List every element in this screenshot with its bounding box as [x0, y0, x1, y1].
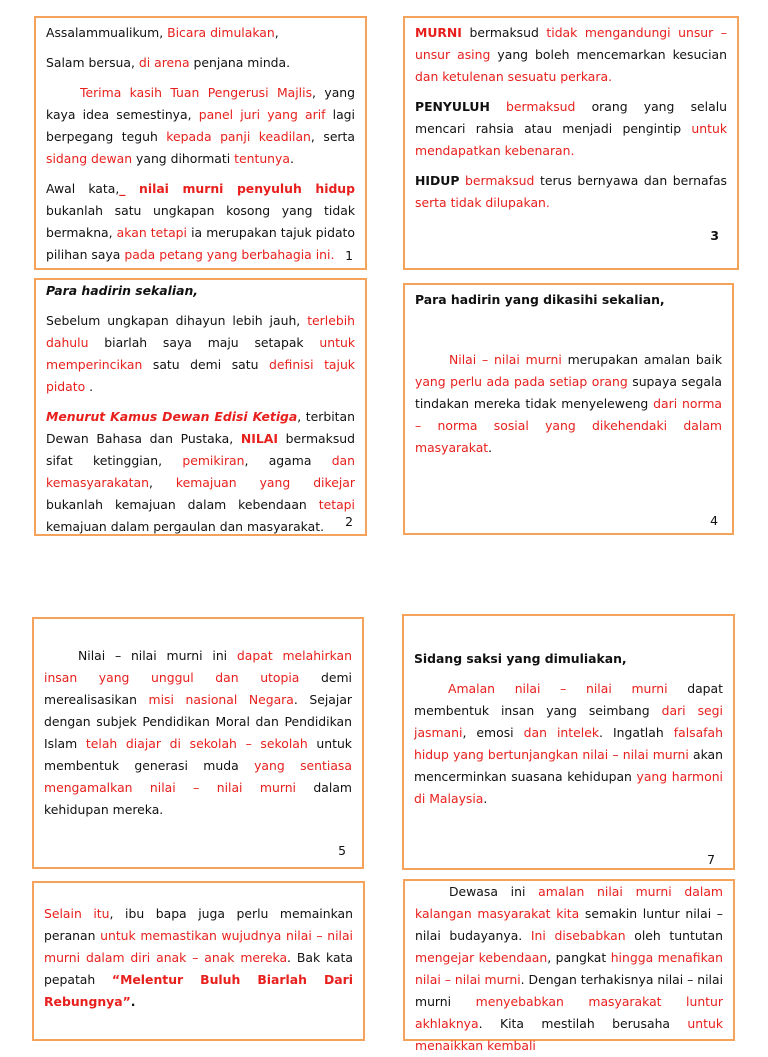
text: yang boleh mencemarkan kesucian	[490, 47, 727, 62]
highlight-text: dapat melahirkan insan yang unggul dan utopia	[44, 648, 352, 685]
proverb-text: “Melentur Buluh Biarlah Dari Rebungnya”	[44, 972, 353, 1009]
highlight-text: untuk menaikkan kembali	[415, 1016, 723, 1053]
highlight-text: telah diajar di sekolah – sekolah	[85, 736, 308, 751]
text: semakin luntur nilai – nilai budayanya.	[415, 906, 723, 943]
highlight-text: terlebih dahulu	[46, 313, 355, 350]
card-page-4	[403, 283, 734, 535]
text: supaya segala tindakan mereka tidak menyeleweng	[415, 374, 722, 411]
text: demi merealisasikan	[44, 670, 352, 707]
text: akan mencerminkan suasana kehidupan	[414, 747, 723, 784]
highlight-text: dari segi jasmani	[414, 703, 723, 740]
highlight-text: Selain itu	[44, 906, 110, 921]
text: bermaksud sifat ketinggian,	[46, 431, 355, 468]
page-number: 7	[707, 852, 715, 867]
text: , ibu bapa juga perlu memainkan peranan	[44, 906, 353, 943]
nilai-murni-ini-paragraph	[44, 645, 352, 821]
text: , pangkat	[547, 950, 611, 965]
text: Sebelum ungkapan dihayun lebih jauh,	[46, 313, 308, 328]
text: .	[483, 791, 488, 806]
text: Nilai – nilai murni ini	[78, 648, 237, 663]
highlight-text: hingga menafikan nilai – nilai murni	[415, 950, 723, 987]
selain-itu-paragraph	[44, 903, 353, 1013]
card-page-2	[34, 278, 367, 536]
amalan-paragraph	[414, 678, 723, 810]
text: Assalammualikum,	[46, 25, 168, 40]
salutation-heading: Para hadirin yang dikasihi sekalian,	[415, 292, 665, 307]
definition-intro-paragraph	[46, 310, 355, 398]
text: .	[488, 440, 493, 455]
text: ia merupakan tajuk pidato pilihan saya	[46, 225, 355, 262]
card-page-1	[34, 16, 367, 270]
text: bukanlah satu ungkapan kosong yang tidak bermakna,	[46, 203, 355, 240]
page-number: 4	[710, 513, 718, 528]
highlight-text: pada petang yang berbahagia ini.	[124, 247, 335, 262]
card-page-3	[403, 16, 739, 270]
nilai-murni-paragraph	[415, 349, 722, 459]
salutation-heading: Para hadirin sekalian,	[46, 283, 198, 298]
intro-paragraph	[46, 178, 355, 266]
text: , serta	[310, 129, 355, 144]
highlight-text: falsafah hidup yang bertunjangkan nilai – nilai murni	[414, 725, 723, 762]
highlight-text: tetapi	[318, 497, 355, 512]
highlight-text: Menurut Kamus Dewan Edisi Ketiga	[46, 409, 298, 424]
text: oleh tuntutan	[625, 928, 723, 943]
highlight-text: mengejar kebendaan	[415, 950, 548, 965]
nilai-definition-paragraph	[46, 406, 355, 538]
highlight-text: tentunya	[234, 151, 290, 166]
text: lagi berpegang teguh	[46, 107, 355, 144]
page-number: 5	[338, 843, 346, 858]
highlight-text: serta tidak dilupakan.	[415, 195, 550, 210]
text: .	[85, 379, 94, 394]
text: Dewasa ini	[449, 884, 539, 899]
topic-title: _ nilai murni penyuluh hidup	[119, 181, 355, 196]
card-page-8	[403, 879, 735, 1053]
keyword: PENYULUH	[415, 99, 490, 114]
text: . Dengan terhakisnya nilai – nilai murni	[415, 972, 724, 1009]
text: dalam kehidupan mereka.	[44, 780, 352, 817]
highlight-text: menyebabkan masyarakat luntur akhlaknya	[415, 994, 723, 1031]
salam-paragraph	[46, 52, 355, 74]
text: . Kita mestilah berusaha	[478, 1016, 688, 1031]
text: Salam bersua,	[46, 55, 139, 70]
highlight-text: bermaksud	[459, 173, 535, 188]
highlight-text: dari norma – norma sosial yang dikehendaki dalam masyarakat	[415, 396, 722, 455]
text: untuk membentuk generasi muda	[44, 736, 352, 773]
card-page-5	[32, 617, 364, 869]
text: , agama	[244, 453, 332, 468]
card-page-6	[32, 881, 365, 1041]
highlight-text: akan tetapi	[116, 225, 187, 240]
text: satu demi satu	[142, 357, 270, 372]
text: . Ingatlah	[599, 725, 674, 740]
text: kemajuan dalam pergaulan dan masyarakat.	[46, 519, 325, 534]
text: penjana minda.	[189, 55, 291, 70]
highlight-text: Amalan nilai – nilai murni	[448, 681, 668, 696]
highlight-text: untuk memastikan wujudnya nilai – nilai murni dalam diri anak – anak mereka	[44, 928, 353, 965]
keyword: NILAI	[240, 431, 278, 446]
highlight-text: misi nasional Negara	[148, 692, 294, 707]
highlight-text: kemajuan yang dikejar	[175, 475, 355, 490]
text: dapat membentuk insan yang seimbang	[414, 681, 723, 718]
card-page-7	[402, 614, 735, 870]
highlight-text: dan intelek	[523, 725, 600, 740]
text: bukanlah kemajuan dalam kebendaan	[46, 497, 319, 512]
text: biarlah saya maju setapak	[88, 335, 320, 350]
highlight-text: di arena	[138, 55, 190, 70]
text: ,	[148, 475, 176, 490]
text: orang yang selalu mencari rahsia atau menjadi pengintip	[415, 99, 727, 136]
highlight-text: Ini disebabkan	[530, 928, 626, 943]
highlight-text: untuk memperincikan	[46, 335, 355, 372]
text: bermaksud	[461, 25, 547, 40]
text: terus bernyawa dan bernafas	[534, 173, 727, 188]
highlight-text: untuk mendapatkan kebenaran.	[415, 121, 727, 158]
penyuluh-definition	[415, 96, 727, 162]
highlight-text: Terima kasih Tuan Pengerusi Majlis	[80, 85, 313, 100]
highlight-text: bermaksud	[489, 99, 576, 114]
salutation-heading: Sidang saksi yang dimuliakan,	[414, 651, 627, 666]
highlight-text: pemikiran	[182, 453, 245, 468]
text: , emosi	[462, 725, 524, 740]
keyword: MURNI	[415, 25, 462, 40]
hidup-definition	[415, 170, 727, 214]
text: yang dihormati	[132, 151, 235, 166]
highlight-text: kepada panji keadilan	[166, 129, 311, 144]
text: . Bak kata pepatah	[44, 950, 353, 987]
thanks-paragraph	[46, 82, 355, 170]
highlight-text: Nilai – nilai murni	[449, 352, 562, 367]
highlight-text: sidang dewan	[46, 151, 133, 166]
highlight-text: yang harmoni di Malaysia	[414, 769, 723, 806]
highlight-text: Bicara dimulakan	[167, 25, 275, 40]
text: .	[130, 994, 136, 1009]
keyword: HIDUP	[415, 173, 460, 188]
highlight-text: tidak mengandungi unsur – unsur asing	[415, 25, 727, 62]
highlight-text: panel juri yang arif	[198, 107, 326, 122]
page-number: 3	[710, 228, 719, 243]
highlight-text: dan kemasyarakatan	[46, 453, 355, 490]
page-number: 2	[345, 514, 353, 529]
highlight-text: yang sentiasa mengamalkan nilai – nilai murni	[44, 758, 352, 795]
text: merupakan amalan baik	[561, 352, 722, 367]
greeting-paragraph	[46, 22, 355, 44]
highlight-text: dan ketulenan sesuatu perkara.	[415, 69, 613, 84]
highlight-text: amalan nilai murni dalam kalangan masyarakat kita	[415, 884, 723, 921]
highlight-text: definisi tajuk pidato	[46, 357, 355, 394]
text: ,	[274, 25, 279, 40]
dewasa-ini-paragraph	[415, 881, 723, 1057]
text: , yang kaya idea semestinya,	[46, 85, 355, 122]
text: , terbitan Dewan Bahasa dan Pustaka,	[46, 409, 355, 446]
text: . Sejajar dengan subjek Pendidikan Moral dan Pendidikan Islam	[44, 692, 353, 751]
highlight-text: yang perlu ada pada setiap orang	[415, 374, 628, 389]
text: Awal kata,	[46, 181, 120, 196]
page-number: 1	[345, 248, 353, 263]
murni-definition	[415, 22, 727, 88]
text: .	[289, 151, 294, 166]
